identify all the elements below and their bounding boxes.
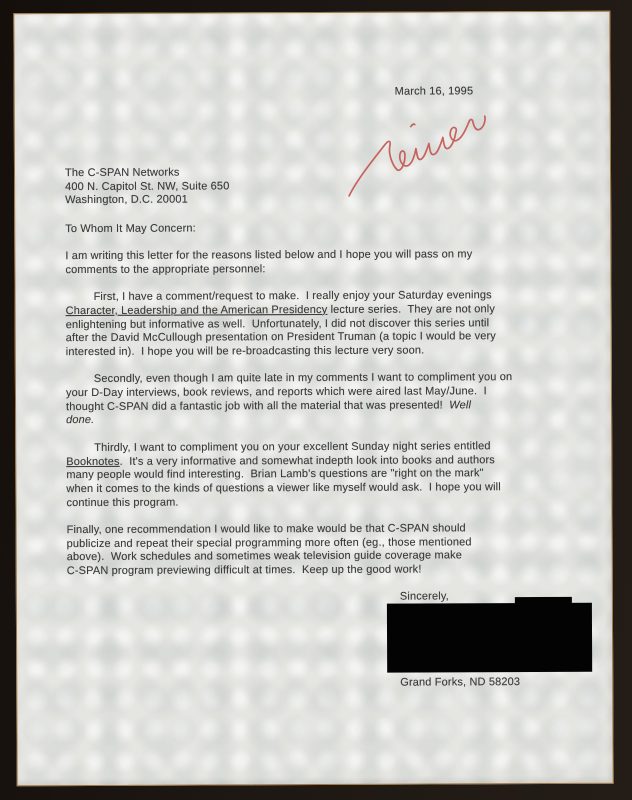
body-line: Character, Leadership and the American Presidency lecture series. They are not only [65, 303, 496, 317]
signature-redaction-box-notch [515, 597, 572, 605]
recipient-line: 400 N. Capitol St. NW, Suite 650 [65, 180, 230, 193]
paragraph [66, 440, 581, 511]
closing-sincerely: Sincerely, [399, 590, 449, 603]
paragraph [66, 289, 581, 360]
body-line: after the David McCullough presentation on President Truman (a topic I would be very [65, 330, 496, 345]
body-line: continue this program. [66, 496, 179, 509]
recipient-address [65, 166, 230, 208]
paragraph [66, 371, 581, 428]
body-line: interested in). I hope you will be re-broadcasting this lecture very soon. [65, 344, 425, 358]
paragraph [67, 522, 582, 579]
body-line: Booknotes. It's a very informative and somewhat indepth look into books and authors [66, 453, 495, 468]
body-line: done. [66, 414, 95, 427]
body-line: your D-Day interviews, book reviews, and reports which were aired last May/June. I [65, 385, 487, 400]
body-line: thought C-SPAN did a fantastic job with all the material that was presented! Well [66, 399, 472, 413]
body-line: Finally, one recommendation I would like to make would be that C-SPAN should [66, 522, 466, 537]
body-line: many people would find interesting. Brian Lamb's questions are "right on the mark" [66, 467, 484, 482]
recipient-line: The C-SPAN Networks [64, 166, 180, 180]
body-line: Secondly, even though I am quite late in my comments I want to compliment you on [93, 371, 513, 386]
body-line: publicize and repeat their special programming more often (eg., those mentioned [66, 536, 472, 550]
recipient-line: Washington, D.C. 20001 [65, 193, 188, 207]
body-line: I am writing this letter for the reasons listed below and I hope you will pass on my [65, 248, 473, 263]
sender-location: Grand Forks, ND 58203 [400, 676, 521, 689]
handwritten-annotation [345, 107, 506, 223]
salutation: To Whom It May Concern: [65, 222, 196, 236]
body-line: when it comes to the kinds of questions a viewer like myself would ask. I hope you will [66, 481, 501, 495]
body-line: Thirdly, I want to compliment you on your excellent Sunday night series entitled [94, 440, 491, 454]
date-line: March 16, 1995 [394, 85, 474, 98]
letter-paper [13, 11, 613, 787]
body-line: First, I have a comment/request to make. I really enjoy your Saturday evenings [93, 289, 492, 304]
body-line: C-SPAN program previewing difficult at times. Keep up the good work! [66, 563, 422, 578]
body-line: above). Work schedules and sometimes weak television guide coverage make [66, 549, 463, 564]
body-line: enlightening but informative as well. Unfortunately, I did not discover this series until [65, 316, 490, 331]
signature-redaction-box [387, 603, 592, 673]
body-line: comments to the appropriate personnel: [65, 262, 266, 276]
letter-body [65, 248, 581, 593]
paragraph [65, 248, 580, 278]
